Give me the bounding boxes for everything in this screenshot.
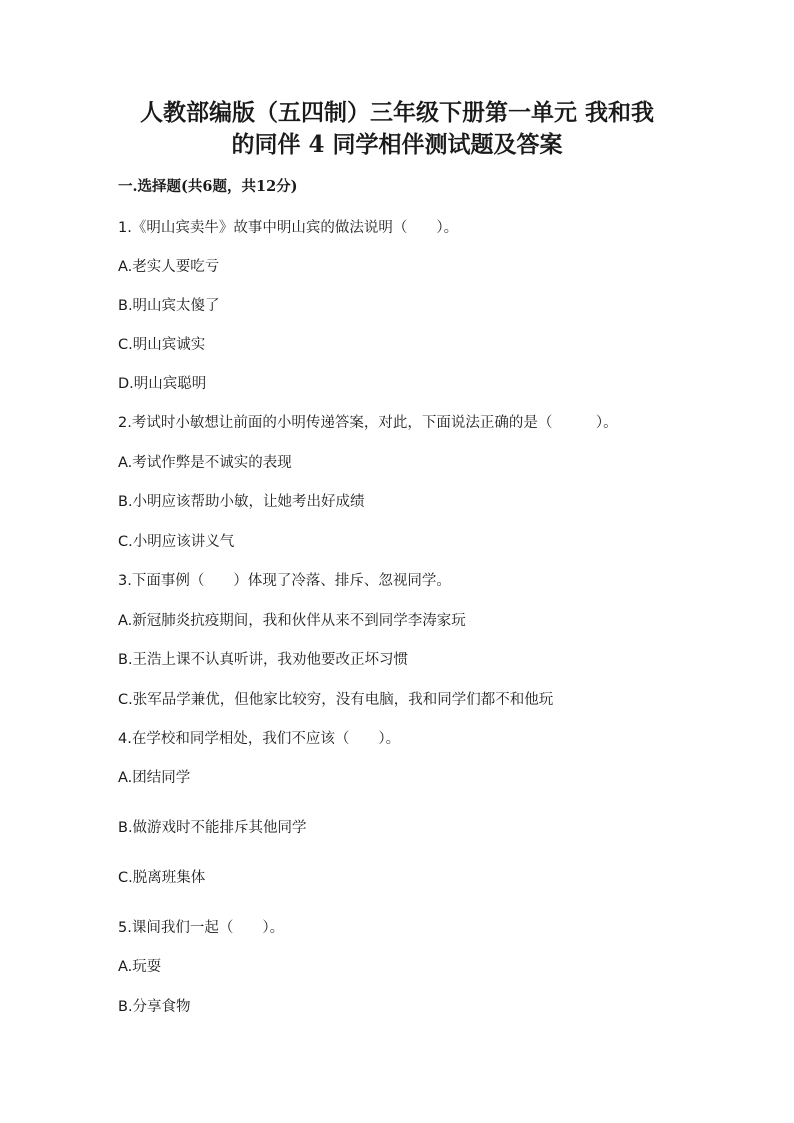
question-1-option-d: D.明山宾聪明	[118, 376, 207, 392]
question-4-stem: 4.在学校和同学相处，我们不应该（ ）。	[118, 731, 401, 747]
question-4-option-c: C.脱离班集体	[118, 870, 206, 886]
document-title-line-2: 的同伴 4 同学相伴测试题及答案	[231, 131, 563, 158]
question-2-option-a: A.考试作弊是不诚实的表现	[118, 455, 292, 471]
question-1-stem: 1.《明山宾卖牛》故事中明山宾的做法说明（ ）。	[118, 220, 459, 236]
section-heading: 一.选择题(共6题，共12分)	[118, 178, 298, 195]
question-4-option-b: B.做游戏时不能排斥其他同学	[118, 820, 307, 836]
question-3-option-b: B.王浩上课不认真听讲，我劝他要改正坏习惯	[118, 652, 409, 668]
question-5-stem: 5.课间我们一起（ ）。	[118, 920, 285, 936]
question-4-option-a: A.团结同学	[118, 770, 191, 786]
question-5-option-b: B.分享食物	[118, 999, 191, 1015]
question-2-option-b: B.小明应该帮助小敏，让她考出好成绩	[118, 494, 365, 510]
document-title-line-1: 人教部编版（五四制）三年级下册第一单元 我和我	[139, 99, 654, 126]
question-1-option-a: A.老实人要吃亏	[118, 259, 220, 275]
question-3-option-a: A.新冠肺炎抗疫期间，我和伙伴从来不到同学李涛家玩	[118, 613, 466, 629]
question-3-stem: 3.下面事例（ ）体现了冷落、排斥、忽视同学。	[118, 573, 451, 589]
question-2-stem: 2.考试时小敏想让前面的小明传递答案，对此，下面说法正确的是（ ）。	[118, 415, 618, 431]
question-2-option-c: C.小明应该讲义气	[118, 534, 235, 550]
question-1-option-b: B.明山宾太傻了	[118, 298, 220, 314]
question-1-option-c: C.明山宾诚实	[118, 337, 206, 353]
question-5-option-a: A.玩耍	[118, 959, 162, 975]
question-3-option-c: C.张军品学兼优，但他家比较穷，没有电脑，我和同学们都不和他玩	[118, 692, 554, 708]
